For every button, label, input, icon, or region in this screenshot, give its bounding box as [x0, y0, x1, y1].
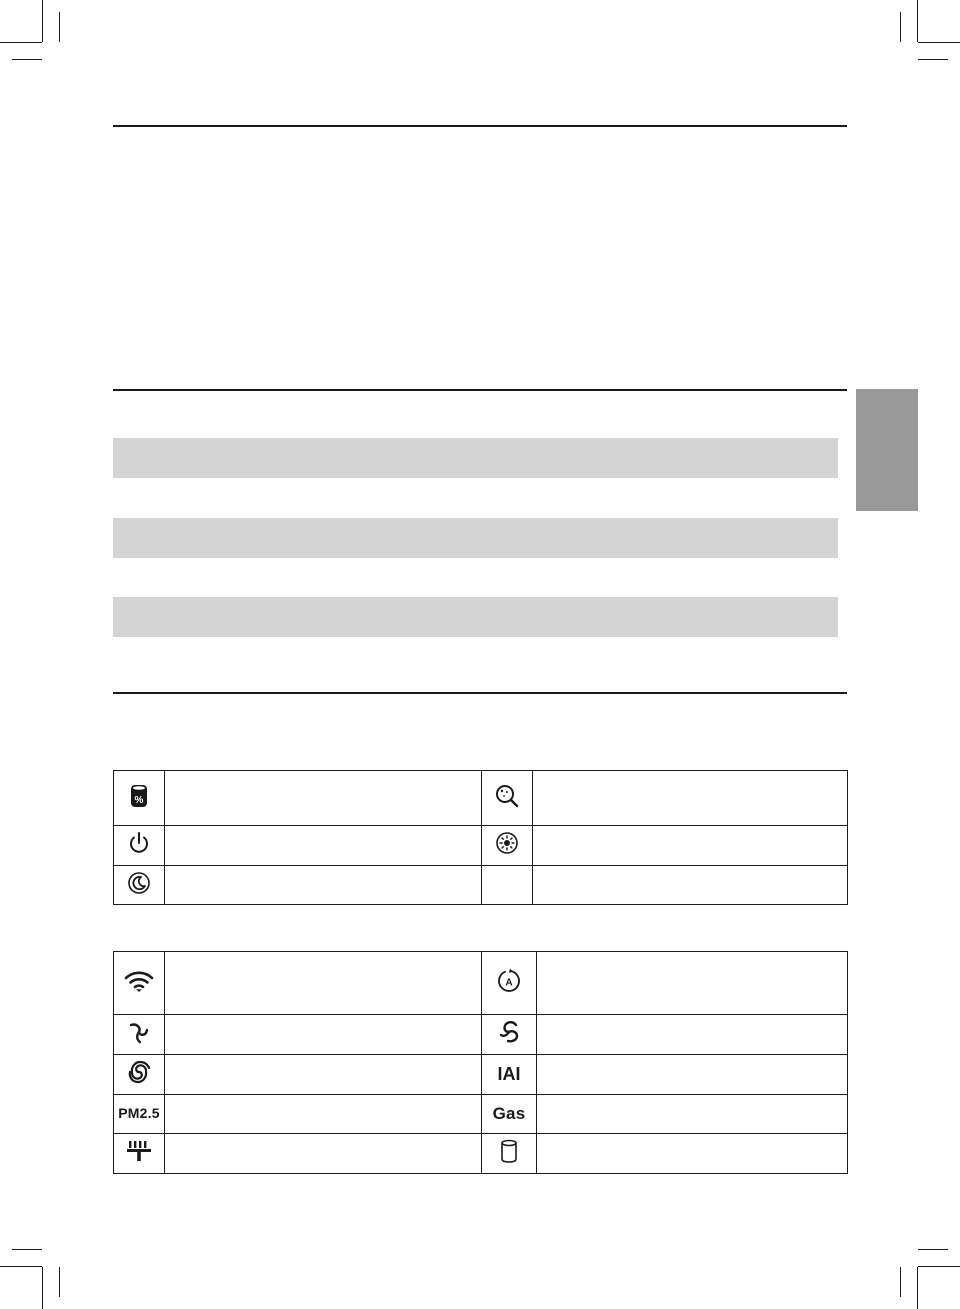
- description-cell: [165, 826, 482, 866]
- filter-cylinder-icon: [499, 1138, 519, 1164]
- icon-cell: [114, 1055, 165, 1095]
- description-cell: [533, 866, 848, 905]
- description-cell: [165, 1095, 482, 1134]
- description-cell: [165, 1055, 482, 1095]
- crop-mark-tl-h2: [12, 59, 42, 60]
- icon-cell: [114, 1095, 165, 1134]
- icon-cell: [114, 1015, 165, 1055]
- control-panel-icon-table: [113, 770, 848, 905]
- iai-icon: IAI: [497, 1063, 521, 1084]
- table-row: [114, 866, 848, 905]
- pm25-icon: PM2.5: [118, 1105, 160, 1121]
- table-row: [114, 1134, 848, 1174]
- icon-cell: [482, 771, 533, 826]
- shaded-band-3: [113, 597, 838, 637]
- display-icon-table: [113, 951, 848, 1174]
- description-cell: [537, 952, 848, 1015]
- filter-percent-icon: [129, 783, 149, 809]
- description-cell: [165, 1134, 482, 1174]
- icon-cell: [482, 826, 533, 866]
- shaded-band-1: [113, 438, 838, 478]
- crop-mark-tl-h1: [0, 42, 42, 43]
- crop-mark-br-h2: [918, 1249, 948, 1250]
- table-row: [114, 952, 848, 1015]
- power-icon: [127, 831, 151, 855]
- description-cell: [537, 1134, 848, 1174]
- fan-speed-medium-icon: [497, 1020, 521, 1044]
- crop-mark-tr-v1: [917, 0, 918, 42]
- fan-speed-low-icon: [127, 1020, 151, 1044]
- icon-cell: [482, 1134, 537, 1174]
- description-cell: [165, 771, 482, 826]
- icon-cell: [114, 771, 165, 826]
- crop-mark-bl-h1: [0, 1266, 42, 1267]
- description-cell: [537, 1015, 848, 1055]
- auto-mode-icon: [496, 968, 522, 994]
- icon-cell: [482, 1095, 537, 1134]
- crop-mark-br-h1: [918, 1266, 960, 1267]
- empty-icon-cell: [482, 866, 533, 905]
- language-thumb-tab: [856, 389, 918, 511]
- sleep-mode-icon: [127, 871, 151, 895]
- svg-text:A: A: [505, 977, 513, 988]
- icon-cell: [114, 866, 165, 905]
- section-rule-middle: [113, 389, 847, 391]
- gas-icon: Gas: [492, 1103, 526, 1123]
- icon-cell: [482, 1055, 537, 1095]
- crop-mark-tr-v2: [900, 12, 901, 42]
- icon-cell: [114, 1134, 165, 1174]
- description-cell: [533, 826, 848, 866]
- description-cell: [165, 952, 482, 1015]
- description-cell: [165, 1015, 482, 1055]
- fan-speed-high-icon: [126, 1059, 152, 1085]
- icon-cell: [114, 826, 165, 866]
- crop-mark-bl-v2: [59, 1267, 60, 1297]
- wifi-icon: [123, 968, 155, 994]
- crop-mark-br-v1: [917, 1267, 918, 1309]
- crop-mark-tl-v1: [42, 0, 43, 42]
- section-rule-top: [113, 125, 847, 127]
- crop-mark-bl-v1: [42, 1267, 43, 1309]
- table-row: [114, 771, 848, 826]
- svg-text:%: %: [134, 794, 144, 806]
- crop-mark-bl-h2: [12, 1249, 42, 1250]
- description-cell: [537, 1055, 848, 1095]
- description-cell: [537, 1095, 848, 1134]
- light-dimmer-icon: [495, 831, 519, 855]
- section-rule-lower: [113, 692, 847, 694]
- table-row: [114, 826, 848, 866]
- table-row: [114, 1055, 848, 1095]
- icon-cell: [482, 952, 537, 1015]
- icon-cell: [114, 952, 165, 1015]
- crop-mark-tl-v2: [59, 12, 60, 42]
- pre-filter-icon: [126, 1139, 152, 1163]
- crop-mark-tr-h1: [918, 42, 960, 43]
- description-cell: [165, 866, 482, 905]
- icon-cell: [482, 1015, 537, 1055]
- magnifier-icon: [494, 783, 520, 809]
- shaded-band-2: [113, 518, 838, 558]
- crop-mark-br-v2: [900, 1267, 901, 1297]
- crop-mark-tr-h2: [918, 59, 948, 60]
- table-row: [114, 1015, 848, 1055]
- description-cell: [533, 771, 848, 826]
- table-row: [114, 1095, 848, 1134]
